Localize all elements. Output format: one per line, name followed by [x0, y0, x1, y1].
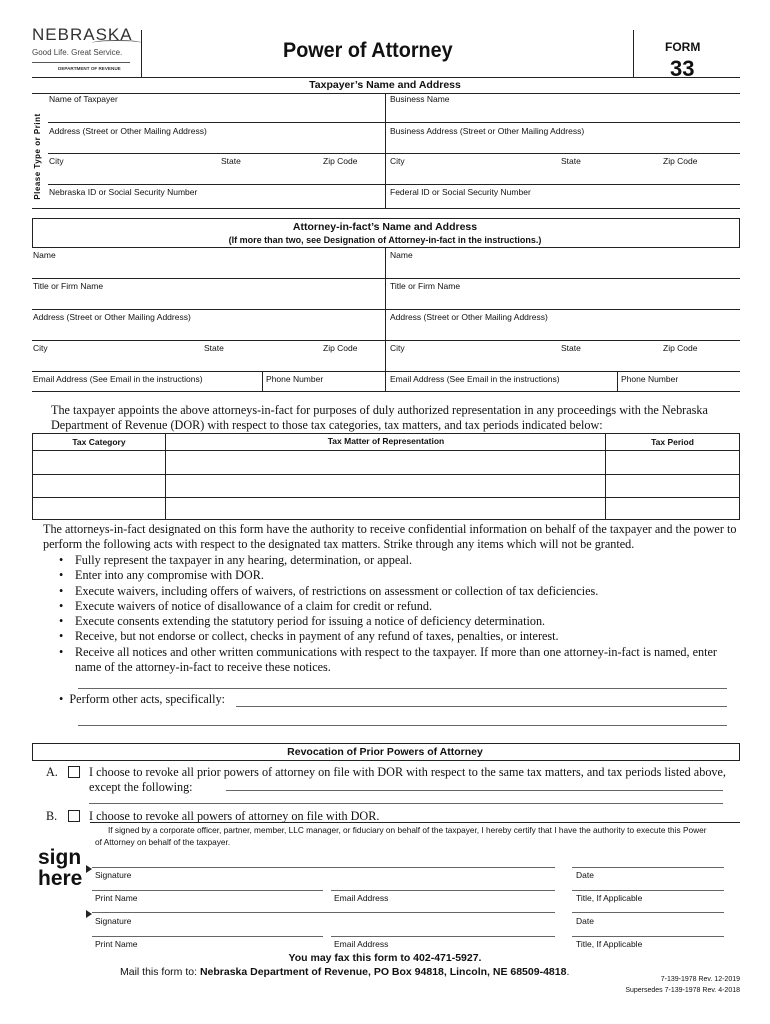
- print-name-input-2[interactable]: [92, 922, 322, 936]
- revoke-b-text: I choose to revoke all powers of attorney on file with DOR.: [89, 809, 380, 823]
- title-input-2[interactable]: [572, 922, 723, 936]
- attorney2-title-label: Title or Firm Name: [390, 281, 461, 291]
- revoke-a-text: I choose to revoke all prior powers of attorney on file with DOR with respect to the same tax matters, and tax periods listed above, except the following:: [89, 765, 726, 795]
- form-number: 33: [670, 56, 695, 81]
- attorney2-city-label: City: [390, 343, 405, 353]
- date-input-1[interactable]: [572, 852, 723, 867]
- attorney1-zip-label: Zip Code: [323, 343, 358, 353]
- date-label-2: Date: [576, 916, 594, 926]
- federal-id-input[interactable]: [389, 198, 737, 208]
- attorney2-city-input[interactable]: [389, 356, 737, 371]
- logo-department: DEPARTMENT OF REVENUE: [58, 66, 121, 71]
- attorney2-name-label: Name: [390, 250, 413, 260]
- revoke-a-letter: A.: [46, 765, 58, 779]
- nebraska-id-label: Nebraska ID or Social Security Number: [49, 187, 198, 197]
- supersedes-line: Supersedes 7-139-1978 Rev. 4-2018: [625, 987, 740, 994]
- certify-text: If signed by a corporate officer, partner, member, LLC manager, or fiduciary on behalf of the taxpayer, I hereby certify that I have the authority to execute this Power of Attorney on behalf of the taxpayer.: [95, 825, 707, 847]
- signature-label-1: Signature: [95, 870, 132, 880]
- attorney1-name-input[interactable]: [32, 263, 380, 278]
- attorney2-name-input[interactable]: [389, 263, 737, 278]
- attorney1-name-label: Name: [33, 250, 56, 260]
- tax-matter-input-2[interactable]: [168, 477, 603, 495]
- sign-here-label: sign here: [38, 846, 83, 890]
- logo: [32, 25, 142, 77]
- title-input-1[interactable]: [572, 876, 723, 890]
- attorney-section-title: Attorney-in-fact’s Name and Address: [292, 221, 478, 233]
- attorney1-state-label: State: [204, 343, 224, 353]
- taxpayer-name-label: Name of Taxpayer: [49, 94, 118, 104]
- signature-input-1[interactable]: [92, 852, 554, 867]
- tax-category-input-2[interactable]: [35, 477, 163, 495]
- business-address-input[interactable]: [389, 138, 737, 153]
- title-label-2: Title, If Applicable: [576, 939, 643, 949]
- attorney2-phone-label: Phone Number: [621, 374, 679, 384]
- attorney1-address-input[interactable]: [32, 325, 380, 340]
- nebraska-id-input[interactable]: [48, 198, 380, 208]
- taxpayer-name-input[interactable]: [48, 107, 380, 122]
- print-name-label-1: Print Name: [95, 893, 138, 903]
- attorney1-address-label: Address (Street or Other Mailing Address): [33, 312, 191, 322]
- logo-brand: NEBRASKA: [32, 25, 133, 44]
- taxpayer-city-label: City: [49, 156, 64, 166]
- print-name-input-1[interactable]: [92, 876, 322, 890]
- attorney2-zip-label: Zip Code: [663, 343, 698, 353]
- power-item[interactable]: • Execute waivers, including offers of waivers, of restrictions on assessment or collection of tax deficiencies.: [59, 583, 599, 598]
- revoke-b-letter: B.: [46, 809, 58, 823]
- federal-id-label: Federal ID or Social Security Number: [390, 187, 531, 197]
- tax-table: [32, 433, 740, 520]
- tax-period-input-2[interactable]: [608, 477, 737, 495]
- tax-category-input-1[interactable]: [35, 453, 163, 472]
- date-input-2[interactable]: [572, 898, 723, 912]
- attorney2-email-label: Email Address (See Email in the instructions): [390, 374, 560, 384]
- taxpayer-zip-label: Zip Code: [323, 156, 358, 166]
- attorney2-state-label: State: [561, 343, 581, 353]
- attorney-section-subtitle: (If more than two, see Designation of Attorney-in-fact in the instructions.): [228, 235, 542, 245]
- tax-matter-header: Tax Matter of Representation: [327, 436, 445, 446]
- please-type-label: Please Type or Print: [33, 113, 42, 200]
- attorney1-email-label: Email Address (See Email in the instructions): [33, 374, 203, 384]
- tax-matter-input-3[interactable]: [168, 500, 603, 518]
- power-item[interactable]: • Receive all notices and other written communications with respect to the taxpayer. If more than one attorney-in-fact is named, enter name of the attorney-in-fact to receive these notices.: [59, 644, 717, 675]
- business-name-label: Business Name: [390, 94, 450, 104]
- powers-list: [61, 553, 741, 675]
- tax-period-header: Tax Period: [651, 437, 694, 447]
- attorney2-address-label: Address (Street or Other Mailing Address): [390, 312, 548, 322]
- business-zip-label: Zip Code: [663, 156, 698, 166]
- revoke-exceptions-input-2[interactable]: [89, 792, 723, 803]
- attorney2-address-input[interactable]: [389, 325, 737, 340]
- title-label-1: Title, If Applicable: [576, 893, 643, 903]
- form-label: FORM: [665, 40, 701, 54]
- date-label-1: Date: [576, 870, 594, 880]
- attorney1-title-label: Title or Firm Name: [33, 281, 104, 291]
- appoint-paragraph: The taxpayer appoints the above attorneys-in-fact for purposes of duly authorized representation in any proceedings with the Nebraska Department of Revenue (DOR) with respect to those tax categories, tax matters, and tax periods indicated below:: [51, 403, 708, 433]
- logo-tagline: Good Life. Great Service.: [32, 48, 123, 57]
- email-input-1[interactable]: [331, 876, 555, 890]
- other-acts-input-2[interactable]: [78, 712, 727, 725]
- taxpayer-city-input[interactable]: [48, 169, 380, 184]
- business-state-label: State: [561, 156, 581, 166]
- mail-text: Mail this form to: Nebraska Department of Revenue, PO Box 94818, Lincoln, NE 68509-4818.: [120, 966, 570, 978]
- business-address-label: Business Address (Street or Other Mailing Address): [390, 126, 585, 136]
- tax-period-input-1[interactable]: [608, 453, 737, 472]
- signature-label-2: Signature: [95, 916, 132, 926]
- other-acts-label: • Perform other acts, specifically:: [59, 692, 226, 706]
- logo-swoosh: [92, 40, 142, 46]
- revoke-b-checkbox[interactable]: [68, 810, 80, 822]
- taxpayer-section-title: Taxpayer’s Name and Address: [309, 79, 461, 91]
- email-input-2[interactable]: [331, 922, 555, 936]
- attorney1-city-input[interactable]: [32, 356, 380, 371]
- attorney1-phone-label: Phone Number: [266, 374, 324, 384]
- tax-matter-input-1[interactable]: [168, 453, 603, 472]
- page-title: Power of Attorney: [283, 38, 453, 62]
- power-item[interactable]: • Execute waivers of notice of disallowance of a claim for credit or refund.: [59, 598, 433, 613]
- power-item[interactable]: • Fully represent the taxpayer in any hearing, determination, or appeal.: [59, 553, 413, 567]
- email-label-2: Email Address: [334, 939, 389, 949]
- power-item[interactable]: • Execute consents extending the statutory period for issuing a notice of deficiency determination.: [59, 614, 546, 629]
- tax-category-input-3[interactable]: [35, 500, 163, 518]
- revision-line: 7-139-1978 Rev. 12-2019: [660, 976, 740, 983]
- signature-input-2[interactable]: [92, 898, 554, 912]
- fax-text: You may fax this form to 402-471-5927.: [288, 952, 482, 964]
- revocation-section-title: Revocation of Prior Powers of Attorney: [287, 746, 483, 758]
- taxpayer-address-input[interactable]: [48, 138, 380, 153]
- taxpayer-address-label: Address (Street or Other Mailing Address): [49, 126, 207, 136]
- attorney1-city-label: City: [33, 343, 48, 353]
- email-label-1: Email Address: [334, 893, 389, 903]
- power-item[interactable]: • Enter into any compromise with DOR.: [59, 568, 264, 583]
- taxpayer-state-label: State: [221, 156, 241, 166]
- tax-category-header: Tax Category: [72, 437, 126, 447]
- print-name-label-2: Print Name: [95, 939, 138, 949]
- power-item[interactable]: • Receive, but not endorse or collect, checks in payment of any refund of taxes, penalties, or interest.: [59, 629, 559, 644]
- attorney2-title-input[interactable]: [389, 294, 737, 309]
- tax-period-input-3[interactable]: [608, 500, 737, 518]
- business-name-input[interactable]: [389, 107, 737, 122]
- business-city-input[interactable]: [389, 169, 737, 184]
- other-acts-input[interactable]: [236, 692, 726, 706]
- business-city-label: City: [390, 156, 405, 166]
- authority-paragraph: The attorneys-in-fact designated on this form have the authority to receive confidential information on behalf of the taxpayer and the power to perform the following acts with respect to the designated tax matters. Strike through any items which will not be granted.: [43, 522, 737, 552]
- attorney1-title-input[interactable]: [32, 294, 380, 309]
- revoke-a-checkbox[interactable]: [68, 766, 80, 778]
